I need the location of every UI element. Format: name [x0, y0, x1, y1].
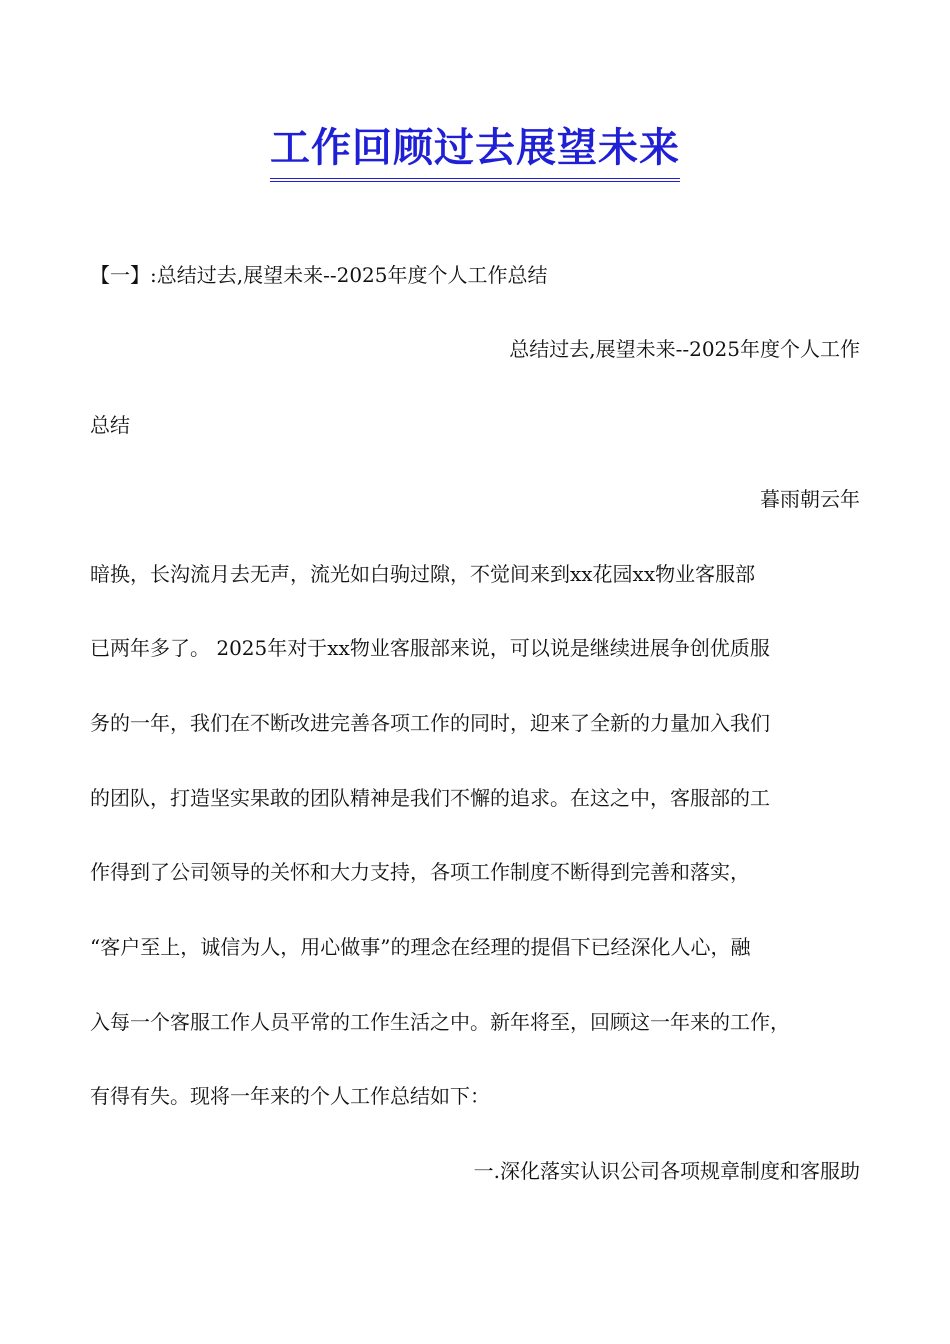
paragraph-line-1: 总结过去,展望未来--2025年度个人工作 [509, 337, 860, 361]
paragraph-line-8: 作得到了公司领导的关怀和大力支持，各项工作制度不断得到完善和落实， [90, 860, 750, 884]
paragraph-line-2: 总结 [90, 413, 130, 437]
section-heading: 【一】:总结过去,展望未来--2025年度个人工作总结 [90, 263, 548, 287]
paragraph-line-6: 务的一年，我们在不断改进完善各项工作的同时，迎来了全新的力量加入我们 [90, 711, 770, 735]
paragraph-line-10: 入每一个客服工作人员平常的工作生活之中。新年将至，回顾这一年来的工作， [90, 1010, 790, 1034]
document-title-link[interactable]: 工作回顾过去展望未来 [270, 122, 680, 182]
paragraph-line-9: “客户至上，诚信为人，用心做事”的理念在经理的提倡下已经深化人心，融 [90, 935, 751, 959]
paragraph-line-4: 暗换，长沟流月去无声，流光如白驹过隙，不觉间来到xx花园xx物业客服部 [90, 562, 756, 586]
paragraph-line-5: 已两年多了。 2025年对于xx物业客服部来说，可以说是继续进展争创优质服 [90, 636, 770, 660]
paragraph-line-7: 的团队，打造坚实果敢的团队精神是我们不懈的追求。在这之中，客服部的工 [90, 786, 770, 810]
paragraph-line-12: 一.深化落实认识公司各项规章制度和客服助 [473, 1159, 860, 1183]
paragraph-line-11: 有得有失。现将一年来的个人工作总结如下： [90, 1084, 490, 1108]
title-container [0, 122, 950, 182]
paragraph-line-3: 暮雨朝云年 [760, 487, 860, 511]
